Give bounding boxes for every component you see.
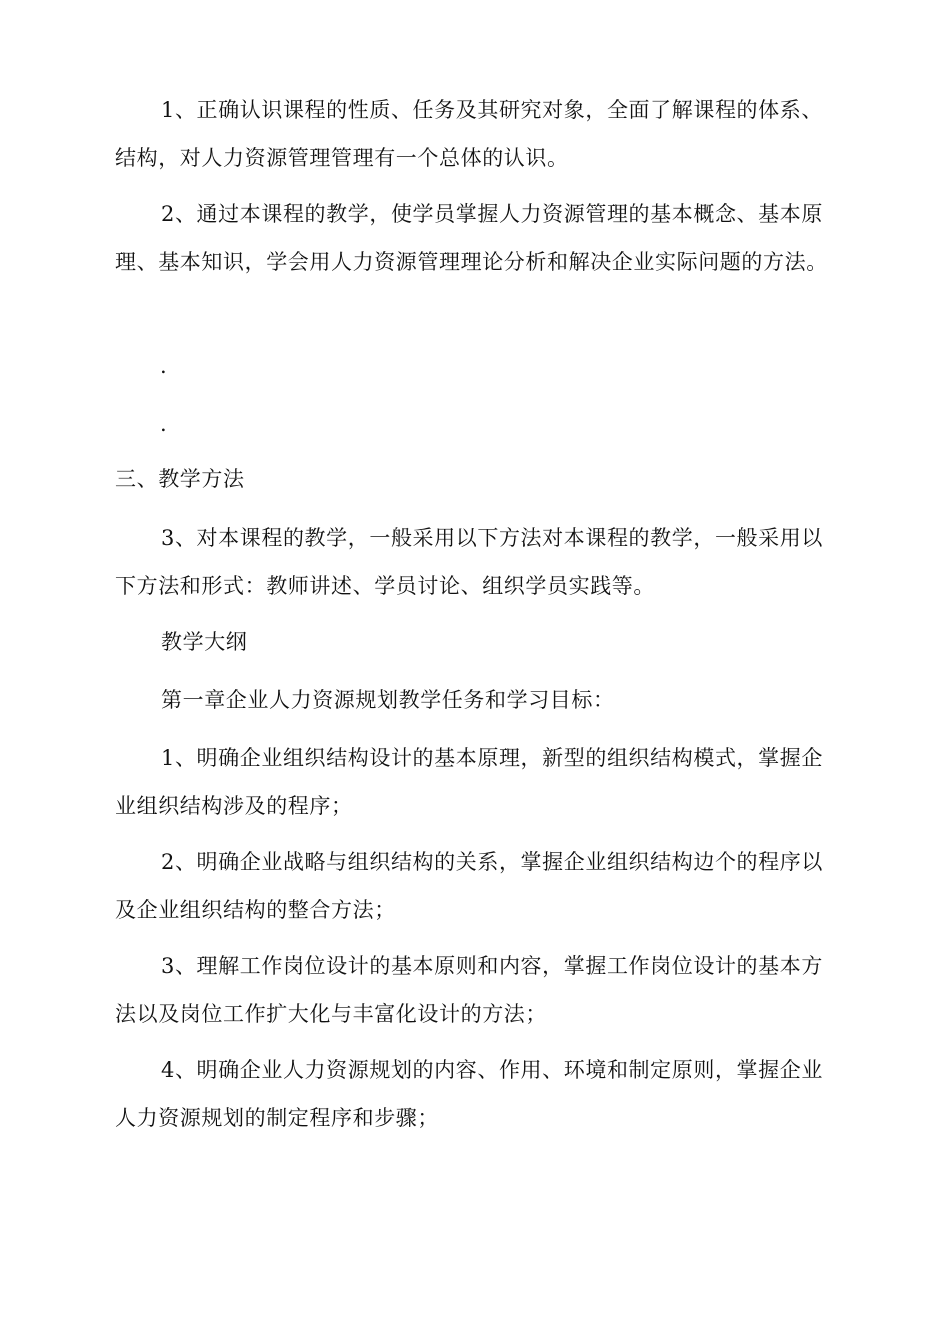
paragraph-teaching-methods: 3、对本课程的教学，一般采用以下方法对本课程的教学，一般采用以下方法和形式：教师讲述、学员讨论、组织学员实践等。	[115, 526, 823, 598]
paragraph-goal-1: 1、明确企业组织结构设计的基本原理，新型的组织结构模式，掌握企业组织结构涉及的程序；	[115, 746, 823, 818]
dot-separator-1: .	[160, 354, 167, 378]
dot-separator-2: .	[160, 412, 167, 436]
section-heading-teaching-methods: 三、教学方法	[115, 467, 245, 491]
paragraph-objective-1: 1、正确认识课程的性质、任务及其研究对象，全面了解课程的体系、结构，对人力资源管理管理有一个总体的认识。	[115, 98, 823, 170]
paragraph-objective-2: 2、通过本课程的教学，使学员掌握人力资源管理的基本概念、基本原理、基本知识，学会用人力资源管理理论分析和解决企业实际问题的方法。	[115, 202, 828, 274]
paragraph-syllabus-title: 教学大纲	[161, 630, 248, 654]
paragraph-goal-2: 2、明确企业战略与组织结构的关系，掌握企业组织结构边个的程序以及企业组织结构的整合方法；	[115, 850, 823, 922]
paragraph-chapter-one: 第一章企业人力资源规划教学任务和学习目标：	[161, 688, 615, 712]
paragraph-goal-4: 4、明确企业人力资源规划的内容、作用、环境和制定原则，掌握企业人力资源规划的制定程序和步骤；	[115, 1058, 823, 1130]
paragraph-goal-3: 3、理解工作岗位设计的基本原则和内容，掌握工作岗位设计的基本方法以及岗位工作扩大化与丰富化设计的方法；	[115, 954, 823, 1026]
